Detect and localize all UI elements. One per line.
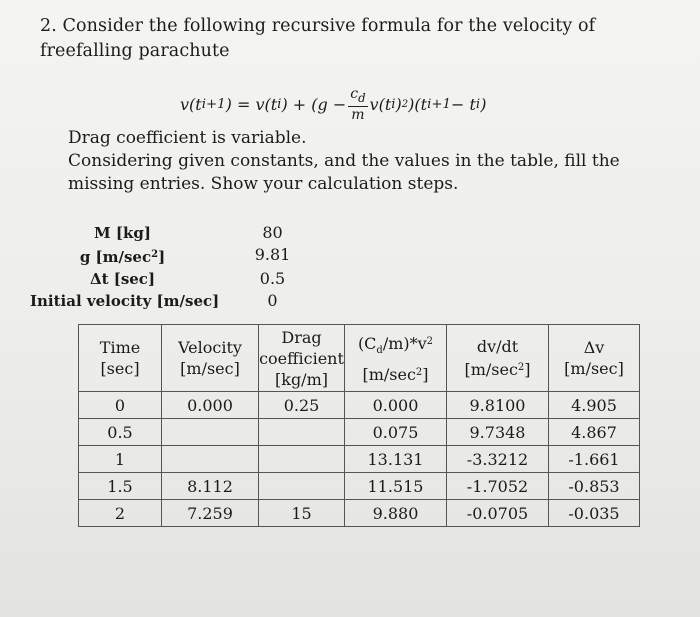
constant-value: 0.5	[259, 269, 286, 288]
table-row	[79, 473, 640, 500]
header-sup: 2	[426, 336, 434, 348]
table-row	[79, 392, 640, 419]
table-cell: 8.112	[162, 473, 259, 500]
fraction-num-sub: d	[358, 90, 366, 105]
header-line: Velocity	[178, 338, 242, 357]
table-cell: 0.000	[345, 392, 447, 419]
header-line: (C	[357, 334, 377, 354]
table-cell: -0.0705	[447, 500, 549, 527]
header-line: Drag	[281, 327, 322, 347]
header-line: dv/dt	[476, 337, 519, 356]
table-cell: 0.5	[79, 419, 162, 446]
table-cell: 9.7348	[447, 419, 549, 446]
table-cell: -1.7052	[447, 473, 549, 500]
formula-sub: i	[277, 96, 282, 112]
header-line: [m/sec	[362, 364, 416, 384]
constants-block	[30, 222, 330, 312]
table-cell: 0.075	[345, 419, 447, 446]
table-cell: -1.661	[549, 446, 640, 473]
constant-label: M [kg]	[94, 224, 151, 242]
constant-label: Initial velocity [m/sec]	[30, 292, 220, 310]
formula-sub: i+1	[201, 96, 226, 112]
table-row	[79, 500, 640, 527]
fraction-denominator: m	[351, 106, 365, 123]
table-cell: 15	[259, 500, 345, 527]
header-line: [sec]	[100, 359, 140, 378]
table-cell	[259, 419, 345, 446]
constant-label-sup: 2	[151, 249, 159, 260]
table-cell: 9.8100	[447, 392, 549, 419]
constant-value: 80	[262, 223, 283, 242]
header-line: Δv	[583, 338, 605, 357]
header-velocity	[162, 325, 259, 392]
formula-part: ) = v(t	[225, 94, 278, 114]
table-cell: 0.25	[259, 392, 345, 419]
header-delta-v	[549, 325, 640, 392]
header-sub: d	[376, 345, 383, 357]
table-header-row	[79, 325, 640, 392]
header-line: [m/sec]	[180, 359, 240, 378]
table-cell: -0.035	[549, 500, 640, 527]
table-cell: 4.905	[549, 392, 640, 419]
table-row	[79, 419, 640, 446]
header-line: coefficient	[259, 348, 344, 368]
formula-part: )	[480, 94, 487, 114]
fraction-numerator	[348, 86, 367, 107]
constant-value: 9.81	[254, 245, 291, 264]
formula-part: v(t	[180, 94, 202, 114]
formula-sup: 2	[401, 98, 409, 110]
table-cell: 2	[79, 500, 162, 527]
constant-label-text: g [m/sec	[79, 248, 152, 266]
table-cell: 4.867	[549, 419, 640, 446]
fraction-num-text: c	[350, 86, 359, 102]
table-cell	[162, 419, 259, 446]
table-cell: 0.000	[162, 392, 259, 419]
table-cell: 9.880	[345, 500, 447, 527]
constant-label	[30, 244, 215, 268]
header-drag	[259, 325, 345, 392]
constant-row	[30, 244, 330, 268]
formula-part: ) + (g −	[281, 94, 347, 114]
table-cell	[259, 473, 345, 500]
header-line: ]	[524, 360, 531, 379]
header-sup: 2	[517, 362, 525, 373]
formula-part: − t	[451, 94, 476, 114]
header-sup: 2	[415, 366, 423, 378]
header-line: ]	[422, 364, 429, 384]
constant-value: 0	[267, 291, 278, 310]
note-line: Considering given constants, and the values in the table, fill the missing entries. Show your calculation steps.	[68, 151, 620, 194]
header-line: Time	[99, 338, 141, 357]
table-cell	[162, 446, 259, 473]
constant-label-end: ]	[158, 248, 166, 266]
constant-label: Δt [sec]	[89, 270, 156, 288]
header-line: [m/sec	[464, 360, 518, 379]
header-line: [kg/m]	[275, 369, 328, 389]
formula-sub: i	[475, 96, 481, 112]
table-cell: 1.5	[79, 473, 162, 500]
constant-row	[30, 268, 330, 290]
drag-fraction	[348, 86, 367, 123]
header-line: [m/sec]	[564, 359, 624, 378]
formula-part: v(t	[369, 94, 392, 114]
recursive-formula	[180, 86, 486, 123]
header-time	[79, 325, 162, 392]
constant-row	[30, 290, 330, 312]
table-cell: -0.853	[549, 473, 640, 500]
note-line: Drag coefficient is variable.	[68, 128, 307, 148]
table-cell: 0	[79, 392, 162, 419]
velocity-table	[78, 324, 640, 527]
table-cell: 11.515	[345, 473, 447, 500]
formula-part: )(t	[408, 94, 428, 114]
table-cell: 1	[79, 446, 162, 473]
table-cell	[259, 446, 345, 473]
formula-sub: i+1	[427, 96, 451, 112]
formula-sub: i	[391, 96, 396, 112]
header-line: /m)*v	[382, 334, 427, 354]
constant-row	[30, 222, 330, 244]
table-cell: 7.259	[162, 500, 259, 527]
table-cell: -3.3212	[447, 446, 549, 473]
question-title: 2. Consider the following recursive formula for the velocity of freefalling parachute	[40, 16, 596, 61]
header-dvdt	[447, 325, 549, 392]
table-row	[79, 446, 640, 473]
table-cell: 13.131	[345, 446, 447, 473]
formula-part: )	[395, 94, 402, 114]
instructions	[68, 127, 678, 196]
header-drag-term	[345, 325, 447, 392]
